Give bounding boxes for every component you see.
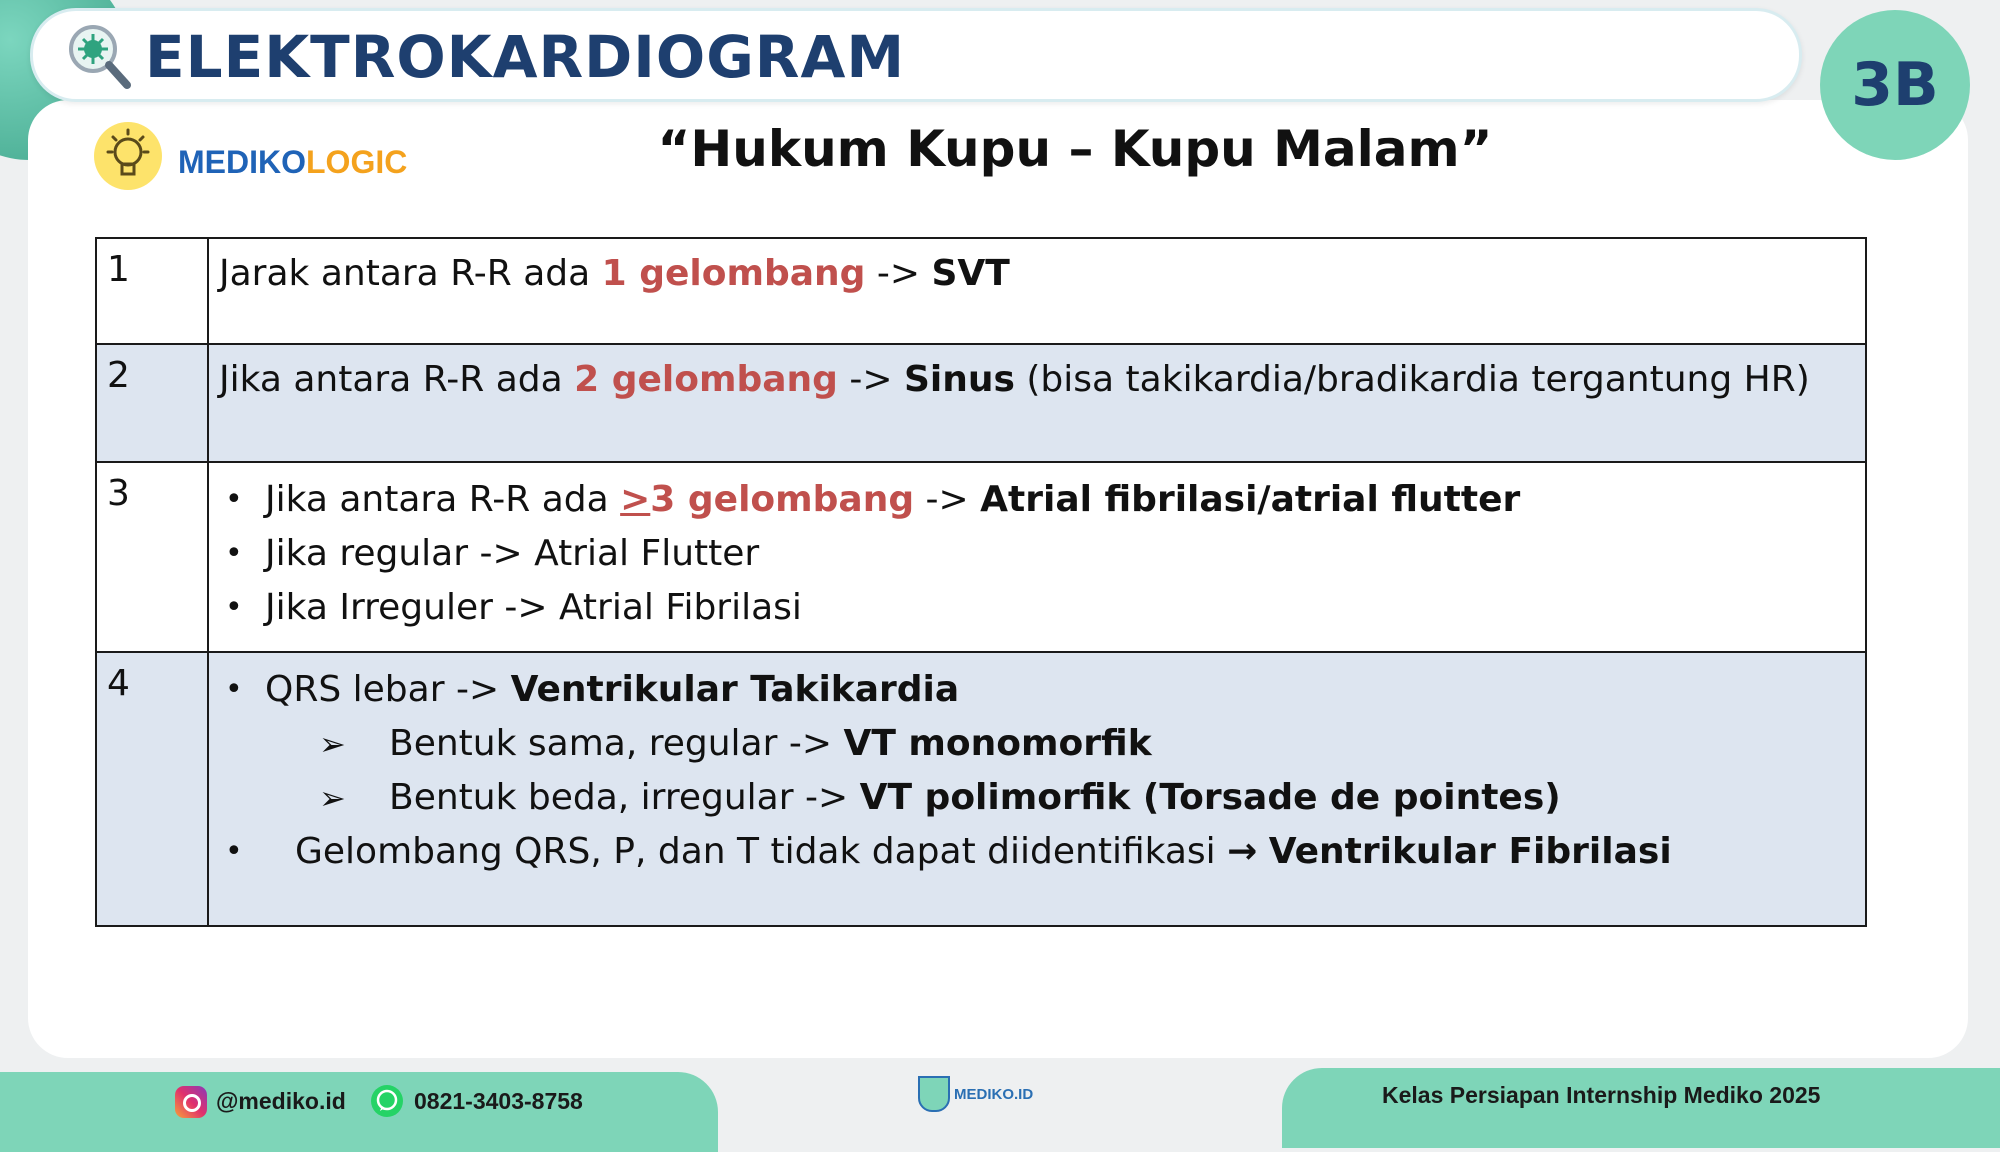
row-number: 2 <box>96 344 208 462</box>
text-segment: -> <box>865 253 932 294</box>
list-item <box>219 581 1855 635</box>
arrow-bullet-icon: ➢ <box>319 779 346 817</box>
table-row <box>96 652 1866 926</box>
row-line <box>219 355 1855 405</box>
row-content <box>208 462 1866 652</box>
text-segment: -> <box>837 359 904 400</box>
bullet-dot-icon: • <box>225 482 243 517</box>
text-segment: Jarak antara R-R ada <box>219 253 602 294</box>
text-segment: Ventrikular Fibrilasi <box>1268 831 1672 872</box>
text-segment: SVT <box>931 253 1010 294</box>
table-row <box>96 238 1866 344</box>
ecg-rule-table <box>95 237 1867 927</box>
text-segment: Bentuk beda, irregular -> <box>389 777 860 818</box>
bullet-list <box>219 473 1855 635</box>
list-item <box>219 771 1855 825</box>
text-segment: Jika regular -> Atrial Flutter <box>265 533 760 574</box>
text-segment: Jika antara R-R ada <box>265 479 621 520</box>
page-title: ELEKTROKARDIOGRAM <box>145 23 906 91</box>
instagram-handle: @mediko.id <box>216 1088 346 1114</box>
brand-logo-part2: LOGIC <box>306 144 408 180</box>
text-segment: Sinus <box>903 359 1015 400</box>
text-segment: 2 gelombang <box>574 359 838 400</box>
text-segment: > <box>620 479 651 520</box>
course-name: Kelas Persiapan Internship Mediko 2025 <box>1382 1082 1821 1108</box>
center-footer-logo-text: MEDIKO.ID <box>954 1085 1034 1103</box>
row-number: 4 <box>96 652 208 926</box>
text-segment: (bisa takikardia/bradikardia tergantung HR) <box>1014 359 1810 400</box>
row-content <box>208 652 1866 926</box>
text-segment: Gelombang QRS, P, dan T tidak dapat diidentifikasi <box>295 831 1228 872</box>
text-segment: 1 gelombang <box>601 253 866 294</box>
text-segment: Ventrikular Takikardia <box>510 669 960 710</box>
row-line <box>219 249 1855 299</box>
row-number: 3 <box>96 462 208 652</box>
text-segment: VT monomorfik <box>843 723 1152 764</box>
section-badge-label: 3B <box>1851 50 1939 120</box>
row-content <box>208 238 1866 344</box>
shield-icon <box>918 1076 950 1112</box>
brand-logo-part1: MEDIKO <box>178 144 306 180</box>
arrow-bullet-icon: ➢ <box>319 725 346 763</box>
slide-subtitle <box>0 120 2000 178</box>
bullet-dot-icon: • <box>225 536 243 571</box>
list-item <box>219 473 1855 527</box>
footer-left-bar <box>0 1072 718 1152</box>
text-segment: 3 gelombang <box>650 479 915 520</box>
text-segment: Bentuk sama, regular -> <box>389 723 844 764</box>
list-item <box>219 825 1855 879</box>
list-item <box>219 717 1855 771</box>
list-item <box>219 527 1855 581</box>
bullet-dot-icon: • <box>225 590 243 625</box>
title-bar <box>30 8 1802 102</box>
row-content <box>208 344 1866 462</box>
text-segment: QRS lebar -> <box>265 669 511 710</box>
list-item <box>219 663 1855 717</box>
text-segment: VT polimorfik (Torsade de pointes) <box>859 777 1561 818</box>
bullet-list <box>219 663 1855 879</box>
bullet-dot-icon: • <box>225 834 243 869</box>
text-segment: Atrial fibrilasi/atrial flutter <box>980 479 1521 520</box>
slide-subtitle-text: “Hukum Kupu – Kupu Malam” <box>657 120 1493 178</box>
text-segment: -> <box>914 479 981 520</box>
whatsapp-icon <box>370 1084 404 1118</box>
table-row <box>96 344 1866 462</box>
instagram-icon <box>175 1086 207 1118</box>
table-row <box>96 462 1866 652</box>
magnifier-virus-icon <box>63 19 135 91</box>
text-segment: → <box>1227 831 1258 872</box>
text-segment: Jika Irreguler -> Atrial Fibrilasi <box>265 587 802 628</box>
text-segment <box>1257 831 1268 872</box>
row-number: 1 <box>96 238 208 344</box>
text-segment: Jika antara R-R ada <box>219 359 575 400</box>
center-footer-logo <box>918 1074 1033 1114</box>
whatsapp-number: 0821-3403-8758 <box>414 1088 583 1114</box>
bullet-dot-icon: • <box>225 672 243 707</box>
